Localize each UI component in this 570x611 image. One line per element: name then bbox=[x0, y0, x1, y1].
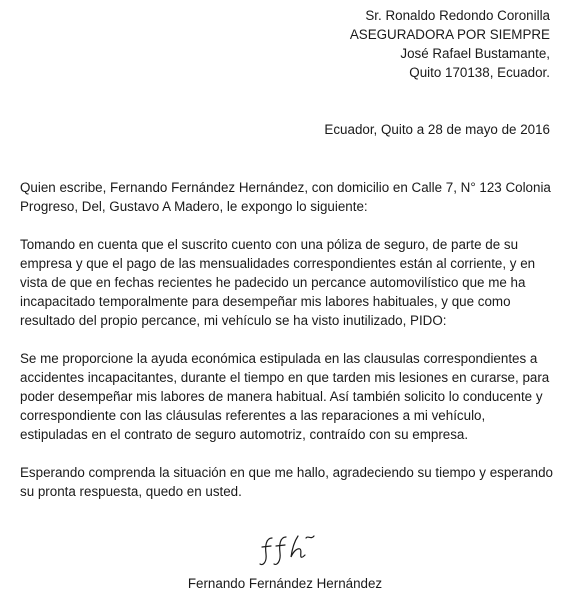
paragraph-closing: Esperando comprenda la situación en que me hallo, agradeciendo su tiempo y esperando su pronta respuesta, quedo en usted. bbox=[20, 465, 553, 499]
paragraph-request: Se me proporcione la ayuda económica estipulada en las clausulas correspondientes a accidentes incapacitantes, durante el tiempo en que tarden mis lesiones en curarse, para poder desempeñar mis labores de manera habitual. Así también solicito lo conducente y correspondiente con las cláusulas referentes a las reparaciones a mi vehículo, estipuladas en el contrato de seguro automotriz, contraído con su empresa. bbox=[20, 351, 550, 442]
recipient-name: Sr. Ronaldo Redondo Coronilla bbox=[365, 8, 550, 23]
signer-name: Fernando Fernández Hernández bbox=[187, 576, 383, 591]
paragraph-intro: Quien escribe, Fernando Fernández Hernández, con domicilio en Calle 7, N° 123 Colonia Progreso, Del, Gustavo A Madero, le expongo lo siguiente: bbox=[20, 180, 551, 214]
paragraph-context: Tomando en cuenta que el suscrito cuento con una póliza de seguro, de parte de su empresa y que el pago de las mensualidades correspondientes están al corriente, y en vista de que en fechas recientes he padecido un percance automovilístico que me ha incapacitado temporalmente para desempeñar mis labores habituales, y que como resultado del propio percance, mi vehículo se ha visto inutilizado, PIDO: bbox=[20, 237, 536, 328]
recipient-city: Quito 170138, Ecuador. bbox=[409, 65, 550, 80]
recipient-company: ASEGURADORA POR SIEMPRE bbox=[349, 27, 550, 42]
signature-icon bbox=[258, 532, 318, 568]
recipient-street: José Rafael Bustamante, bbox=[400, 46, 550, 61]
date-line: Ecuador, Quito a 28 de mayo de 2016 bbox=[324, 122, 550, 137]
recipient-address bbox=[350, 6, 550, 82]
letter-body bbox=[20, 178, 555, 520]
